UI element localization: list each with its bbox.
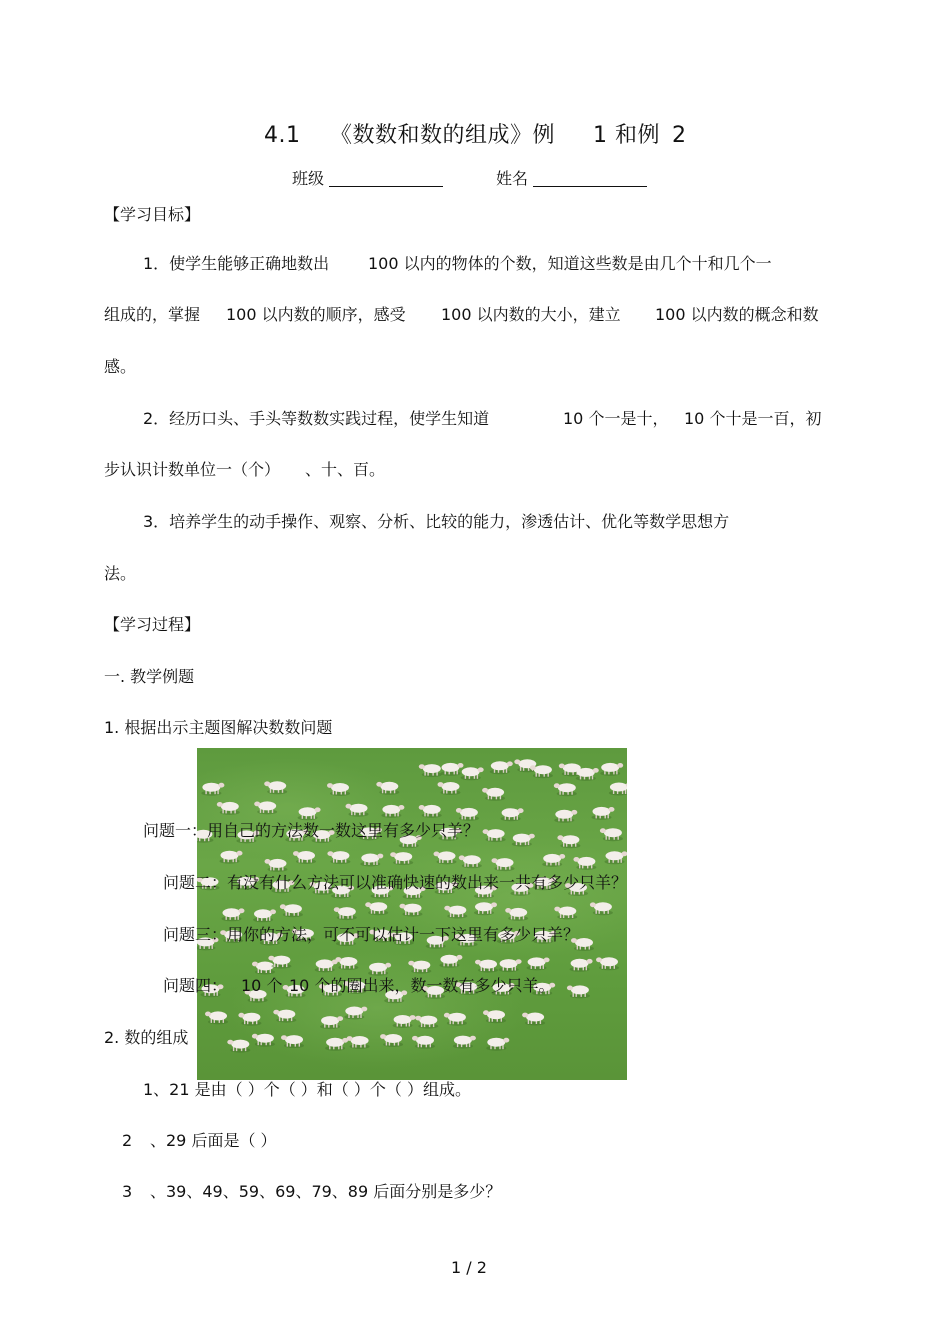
lesson-title-example-2: 2 xyxy=(672,123,687,148)
sheep xyxy=(441,763,464,776)
sheep xyxy=(268,956,291,969)
exercise-3-number: 3 xyxy=(122,1182,133,1201)
question-2: 问题二：有没有什么方法可以准确快速的数出来一共有多少只羊？ xyxy=(163,873,628,892)
sheep xyxy=(227,1040,250,1053)
goal-1-line-2a: 组成的，掌握 xyxy=(104,305,201,324)
page-number: 1 / 2 xyxy=(451,1258,487,1277)
sheep xyxy=(253,909,276,922)
question-4c: 10 个的圈出来，数一数有多少只羊。 xyxy=(289,976,555,995)
goal-1-line-2b: 100 以内数的顺序，感受 xyxy=(226,305,406,324)
item-2-heading: 2. 数的组成 xyxy=(104,1028,189,1047)
sheep xyxy=(222,908,245,921)
goal-1-line-1a: 1．使学生能够正确地数出 xyxy=(143,254,330,273)
goal-2-line-2b: 、十、百。 xyxy=(305,460,386,479)
sheep xyxy=(600,763,623,776)
sheep xyxy=(360,854,383,867)
sheep xyxy=(390,852,413,865)
sheep xyxy=(461,767,484,780)
item-1-heading: 1. 根据出示主题图解决数数问题 xyxy=(104,718,333,737)
sheep xyxy=(490,761,513,774)
sheep xyxy=(419,805,442,818)
class-field xyxy=(292,168,443,189)
sheep xyxy=(265,859,288,872)
question-4b: 10 个 xyxy=(241,976,283,995)
sheep xyxy=(483,829,506,842)
name-blank[interactable] xyxy=(533,168,647,187)
sheep xyxy=(605,851,628,864)
section-1-heading: 一. 教学例题 xyxy=(104,667,195,686)
name-field xyxy=(496,168,647,189)
question-3: 问题三：用你的方法，可不可以估计一下这里有多少只羊？ xyxy=(163,925,580,944)
sheep xyxy=(596,957,619,970)
sheep xyxy=(252,962,275,975)
goal-3-line-1: 3．培养学生的动手操作、观察、分析、比较的能力，渗透估计、优化等数学思想方 xyxy=(143,512,730,531)
sheep-meadow-image xyxy=(197,748,627,1080)
goal-3-line-2: 法。 xyxy=(104,564,137,583)
sheep xyxy=(280,904,303,917)
sheep xyxy=(327,851,350,864)
sheep xyxy=(456,808,479,821)
question-4a: 问题四： xyxy=(163,976,228,995)
lesson-title-example-1: 1 和例 xyxy=(593,123,660,148)
goal-2-line-2a: 步认识计数单位一（个） xyxy=(104,460,281,479)
sheep xyxy=(419,764,442,777)
goal-1-line-1b: 100 以内的物体的个数，知道这些数是由几个十和几个一 xyxy=(368,254,772,273)
sheep xyxy=(527,957,550,970)
sheep xyxy=(501,808,524,821)
goals-heading: 【学习目标】 xyxy=(104,205,201,224)
sheep xyxy=(334,907,357,920)
class-blank[interactable] xyxy=(329,168,443,187)
sheep-flock-drawing xyxy=(197,748,627,1080)
goal-2-line-1b: 10 个一是十， xyxy=(563,409,669,428)
sheep xyxy=(554,810,577,823)
question-1: 问题一：用自己的方法数一数这里有多少只羊？ xyxy=(143,821,480,840)
goal-2-line-1a: 2．经历口头、手头等数数实践过程，使学生知道 xyxy=(143,409,490,428)
lesson-title: 《数数和数的组成》例 xyxy=(330,123,556,148)
goal-2-line-1c: 10 个十是一百，初 xyxy=(684,409,822,428)
exercise-1: 1、21 是由（ ）个（ ）和（ ）个（ ）组成。 xyxy=(143,1080,471,1099)
sheep xyxy=(220,851,243,864)
sheep xyxy=(438,782,461,795)
exercise-3-text: 、39、49、59、69、79、89 后面分别是多少？ xyxy=(150,1182,502,1201)
sheep xyxy=(576,768,599,781)
sheep xyxy=(609,783,627,796)
sheep xyxy=(482,788,505,801)
sheep xyxy=(592,807,615,820)
goal-1-line-2c: 100 以内数的大小，建立 xyxy=(441,305,621,324)
sheep xyxy=(600,828,623,841)
exercise-2-number: 2 xyxy=(122,1131,133,1150)
sheep xyxy=(205,1011,228,1024)
sheep xyxy=(365,902,388,915)
exercise-2-text: 、29 后面是（ ） xyxy=(150,1131,277,1150)
sheep xyxy=(522,1013,545,1026)
goal-1-line-3: 感。 xyxy=(104,357,137,376)
sheep xyxy=(499,959,522,972)
class-label: 班级 xyxy=(292,169,325,188)
lesson-number: 4.1 xyxy=(264,123,301,148)
process-heading: 【学习过程】 xyxy=(104,615,201,634)
sheep xyxy=(486,1038,509,1051)
sheep xyxy=(570,959,593,972)
goal-1-line-2d: 100 以内数的概念和数 xyxy=(655,305,819,324)
name-label: 姓名 xyxy=(496,169,529,188)
sheep xyxy=(567,985,590,998)
sheep xyxy=(554,783,577,796)
